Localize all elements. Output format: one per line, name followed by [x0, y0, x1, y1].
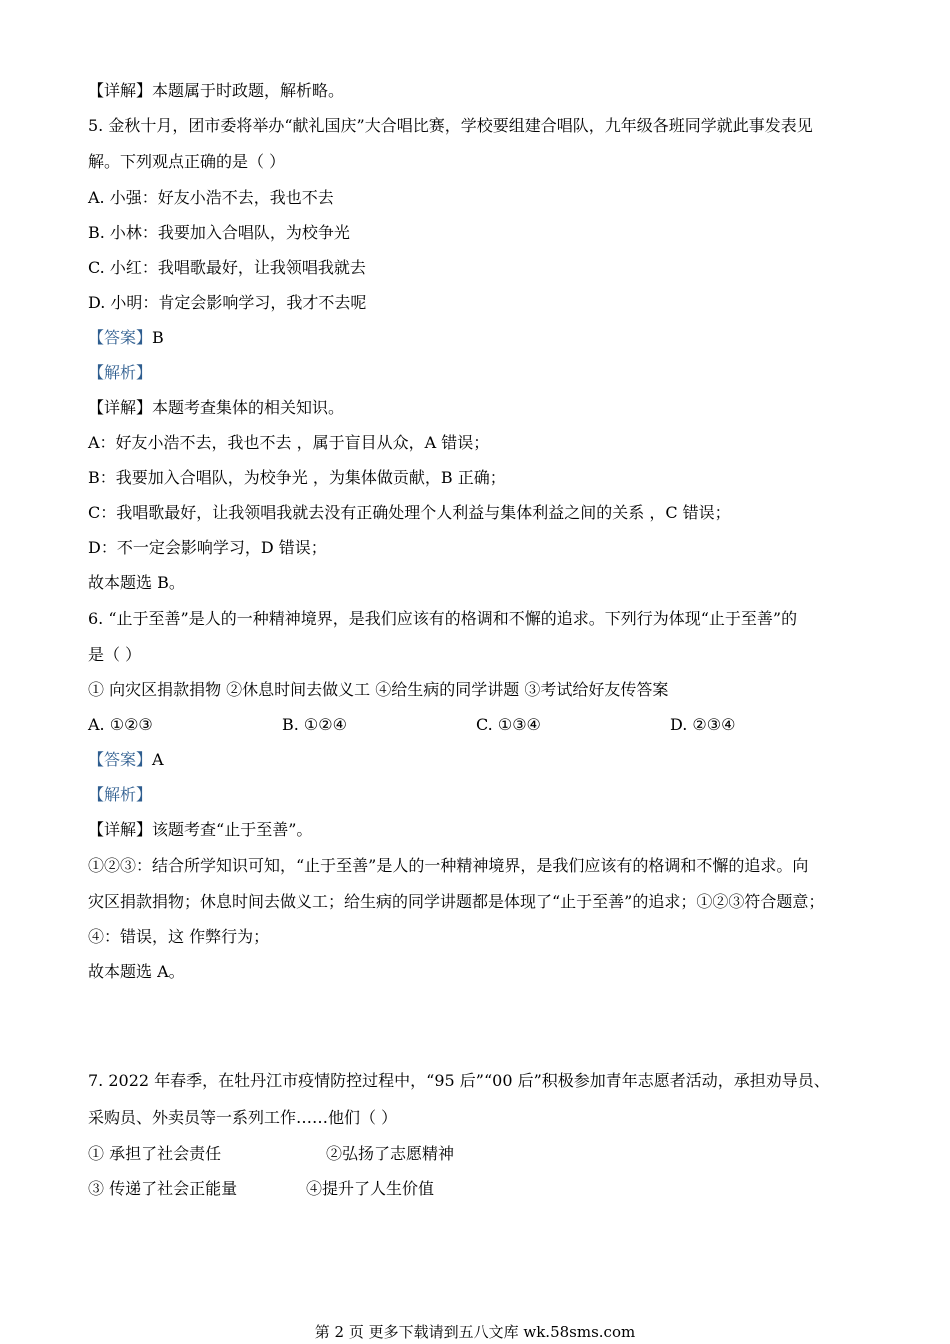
q7-stem-line-2: 采购员、外卖员等一系列工作……他们（ ）	[88, 1108, 398, 1127]
detail-label: 【详解】	[88, 398, 153, 417]
q6-conclusion: 故本题选 A。	[88, 962, 185, 981]
q6-stem-line-1: 6. “止于至善”是人的一种精神境界，是我们应该有的格调和不懈的追求。下列行为体现“止于至善”的	[88, 609, 798, 628]
detail-label: 【详解】	[88, 81, 153, 100]
q6-stem-line-2: 是（ ）	[88, 645, 142, 664]
q7-stem-line-1: 7. 2022 年春季，在牡丹江市疫情防控过程中，“95 后”“00 后”积极参加青年志愿者活动，承担劝导员、	[88, 1071, 830, 1090]
q7-item-1: ① 承担了社会责任	[88, 1144, 222, 1163]
q5-answer	[88, 327, 164, 349]
q6-detail-line: ①②③：结合所学知识可知，“止于至善”是人的一种精神境界，是我们应该有的格调和不懈的追求。向	[88, 856, 809, 875]
q5-detail-line: B：我要加入合唱队，为校争光 ，为集体做贡献，B 正确；	[88, 468, 506, 487]
q5-detail-line: C：我唱歌最好，让我领唱我就去没有正确处理个人利益与集体利益之间的关系 ，C 错误；	[88, 503, 731, 522]
q6-items: ① 向灾区捐款捐物 ②休息时间去做义工 ④给生病的同学讲题 ③考试给好友传答案	[88, 680, 669, 699]
q5-detail	[88, 397, 344, 419]
q5-option-d: D. 小明：肯定会影响学习，我才不去呢	[88, 293, 367, 312]
q6-detail-line: ④：错误，这 作弊行为；	[88, 927, 270, 946]
q5-conclusion: 故本题选 B。	[88, 573, 185, 592]
detail-intro: 该题考查“止于至善”。	[152, 820, 313, 839]
q5-option-b: B. 小林：我要加入合唱队，为校争光	[88, 223, 350, 242]
q5-option-c: C. 小红：我唱歌最好，让我领唱我就去	[88, 258, 366, 277]
detail-label: 【详解】	[88, 820, 153, 839]
answer-label: 【答案】	[88, 750, 153, 769]
page-footer: 第 2 页 更多下载请到五八文库 wk.58sms.com	[314, 1323, 636, 1341]
q6-detail	[88, 819, 312, 841]
q6-option-c: C. ①③④	[476, 715, 541, 734]
q6-option-b: B. ①②④	[282, 715, 347, 734]
q7-item-4: ④提升了人生价值	[306, 1179, 435, 1198]
q6-option-d: D. ②③④	[670, 715, 736, 734]
q5-stem-line-2: 解。下列观点正确的是（ ）	[88, 152, 286, 171]
answer-label: 【答案】	[88, 328, 153, 347]
q5-analysis-label: 【解析】	[88, 363, 153, 382]
answer-value: A	[152, 750, 164, 769]
q6-option-a: A. ①②③	[88, 715, 153, 734]
q5-detail-line: D：不一定会影响学习，D 错误；	[88, 538, 327, 557]
q5-stem-line-1: 5. 金秋十月，团市委将举办“献礼国庆”大合唱比赛，学校要组建合唱队，九年级各班同学就此事发表见	[88, 116, 813, 135]
detail-text: 本题属于时政题，解析略。	[152, 81, 345, 100]
q5-detail-line: A：好友小浩不去，我也不去 ，属于盲目从众，A 错误；	[88, 433, 490, 452]
detail-intro: 本题考查集体的相关知识。	[152, 398, 345, 417]
q5-option-a: A. 小强：好友小浩不去，我也不去	[88, 188, 334, 207]
q4-detail	[88, 80, 344, 102]
q7-item-3: ③ 传递了社会正能量	[88, 1179, 238, 1198]
q6-detail-line: 灾区捐款捐物；休息时间去做义工；给生病的同学讲题都是体现了“止于至善”的追求；①②③符合题意；	[88, 892, 825, 911]
q6-analysis-label: 【解析】	[88, 785, 153, 804]
answer-value: B	[152, 328, 164, 347]
q6-answer	[88, 749, 164, 771]
q7-item-2: ②弘扬了志愿精神	[326, 1144, 455, 1163]
